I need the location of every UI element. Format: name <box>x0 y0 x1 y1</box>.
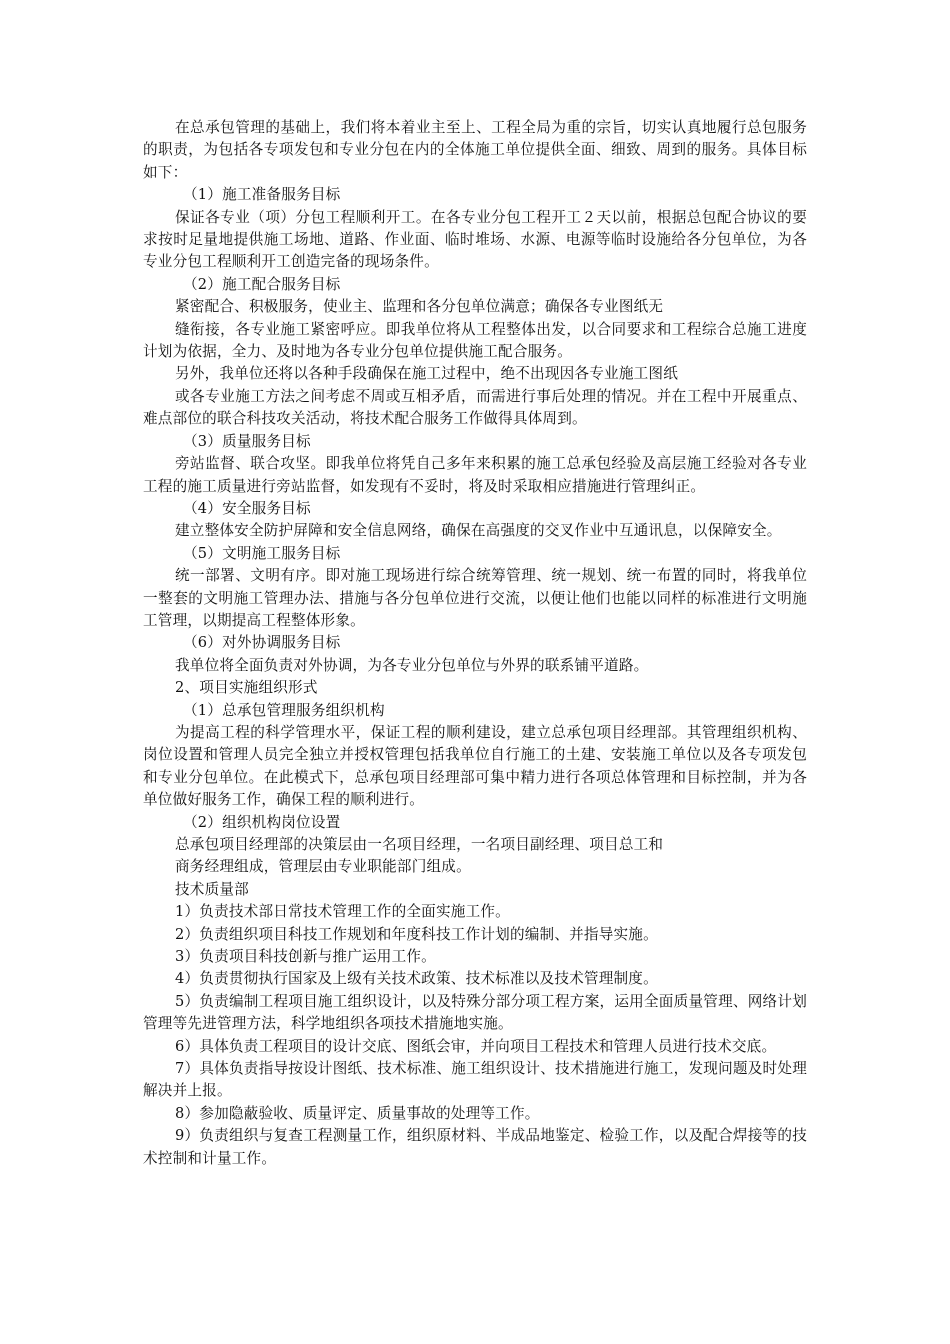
list-item-8: 8）参加隐蔽验收、质量评定、质量事故的处理等工作。 <box>175 1104 540 1122</box>
paragraph-safety: 建立整体安全防护屏障和安全信息网络，确保在高强度的交叉作业中互通讯息，以保障安全。 <box>175 522 782 540</box>
paragraph-civilized-construction: 统一部署、文明有序。即对施工现场进行综合统筹管理、统一规划、统一布置的同时，将我单位一整套的文明施工管理办法、措施与各分包单位进行交流，以便让他们也能以同样的标准进行文明施工管理，以期提高工程整体形象。 <box>143 567 807 629</box>
document-body <box>143 117 807 1170</box>
paragraph-coordination-c: 另外，我单位还将以各种手段确保在施工过程中，绝不出现因各专业施工图纸 <box>175 365 678 383</box>
list-item-5: 5）负责编制工程项目施工组织设计，以及特殊分部分项工程方案，运用全面质量管理、网络计划管理等先进管理方法，科学地组织各项技术措施地实施。 <box>143 992 807 1033</box>
heading-organization-structure: （1）总承包管理服务组织机构 <box>183 701 385 719</box>
intro-paragraph: 在总承包管理的基础上，我们将本着业主至上、工程全局为重的宗旨，切实认真地履行总包服务的职责，为包括各专项发包和专业分包在内的全体施工单位提供全面、细致、周到的服务。具体目标如下： <box>143 119 807 181</box>
heading-civilized-construction-goal: （5）文明施工服务目标 <box>183 544 341 562</box>
heading-post-setup: （2）组织机构岗位设置 <box>183 813 341 831</box>
paragraph-coordination-d: 或各专业施工方法之间考虑不周或互相矛盾，而需进行事后处理的情况。并在工程中开展重点、难点部位的联合科技攻关活动，将技术配合服务工作做得具体周到。 <box>143 387 807 428</box>
paragraph-quality: 旁站监督、联合攻坚。即我单位将凭自己多年来积累的施工总承包经验及高层施工经验对各专业工程的施工质量进行旁站监督，如发现有不妥时，将及时采取相应措施进行管理纠正。 <box>143 455 807 495</box>
paragraph-coordination-b: 缝衔接，各专业施工紧密呼应。即我单位将从工程整体出发，以合同要求和工程综合总施工进度计划为依据，全力、及时地为各专业分包单位提供施工配合服务。 <box>143 320 807 361</box>
paragraph-post-setup-a: 总承包项目经理部的决策层由一名项目经理，一名项目副经理、项目总工和 <box>175 836 664 853</box>
list-item-2: 2）负责组织项目科技工作规划和年度科技工作计划的编制、并指导实施。 <box>175 925 658 943</box>
heading-project-organization: 2、项目实施组织形式 <box>175 679 318 697</box>
heading-construction-coordination-goal: （2）施工配合服务目标 <box>183 275 341 293</box>
heading-technical-quality-dept: 技术质量部 <box>175 880 249 898</box>
list-item-3: 3）负责项目科技创新与推广运用工作。 <box>175 948 436 966</box>
heading-safety-goal: （4）安全服务目标 <box>183 499 311 517</box>
paragraph-external-coordination: 我单位将全面负责对外协调，为各专业分包单位与外界的联系铺平道路。 <box>175 656 649 674</box>
list-item-1: 1）负责技术部日常技术管理工作的全面实施工作。 <box>175 903 510 921</box>
heading-external-coordination-goal: （6）对外协调服务目标 <box>183 634 341 652</box>
heading-quality-goal: （3）质量服务目标 <box>183 432 311 450</box>
list-item-7: 7）具体负责指导按设计图纸、技术标准、施工组织设计、技术措施进行施工，发现问题及时处理解决并上报。 <box>143 1060 807 1100</box>
paragraph-construction-prep: 保证各专业（项）分包工程顺利开工。在各专业分包工程开工２天以前，根据总包配合协议的要求按时足量地提供施工场地、道路、作业面、临时堆场、水源、电源等临时设施给各分包单位，为各专业分包工程顺利开工创造完备的现场条件。 <box>143 208 807 271</box>
list-item-6: 6）具体负责工程项目的设计交底、图纸会审，并向项目工程技术和管理人员进行技术交底。 <box>175 1037 777 1055</box>
paragraph-organization-structure: 为提高工程的科学管理水平，保证工程的顺利建设，建立总承包项目经理部。其管理组织机构、岗位设置和管理人员完全独立并授权管理包括我单位自行施工的土建、安装施工单位以及各专项发包和专业分包单位。在此模式下，总承包项目经理部可集中精力进行各项总体管理和目标控制，并为各单位做好服务工作，确保工程的顺利进行。 <box>143 723 807 809</box>
paragraph-post-setup-b: 商务经理组成，管理层由专业职能部门组成。 <box>175 858 471 876</box>
paragraph-coordination-a: 紧密配合、积极服务，使业主、监理和各分包单位满意；确保各专业图纸无 <box>175 298 664 316</box>
list-item-4: 4）负责贯彻执行国家及上级有关技术政策、技术标准以及技术管理制度。 <box>175 970 658 988</box>
list-item-9: 9）负责组织与复查工程测量工作，组织原材料、半成品地鉴定、检验工作，以及配合焊接等的技术控制和计量工作。 <box>143 1127 807 1167</box>
heading-construction-prep-goal: （1）施工准备服务目标 <box>183 186 341 204</box>
